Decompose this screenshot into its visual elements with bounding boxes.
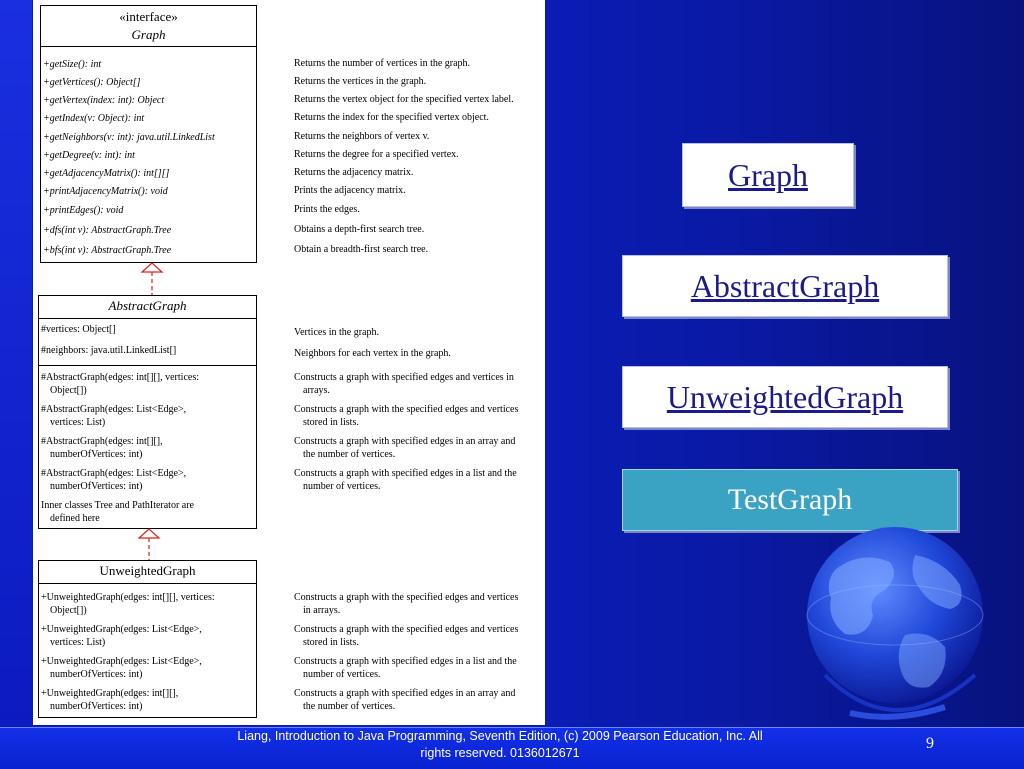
- footer-line-2: rights reserved. 0136012671: [420, 746, 580, 760]
- unweighted-graph-method-line-2: numberOfVertices: int): [50, 701, 143, 712]
- abstract-graph-method-description-line-2: stored in lists.: [303, 417, 359, 428]
- abstract-graph-method-description-line-2: number of vertices.: [303, 481, 381, 492]
- abstract-graph-method: [41, 467, 253, 493]
- abstract-graph-method-line-2: Object[]): [50, 385, 87, 396]
- left-decor-strip: [0, 0, 32, 725]
- abstract-graph-field: #neighbors: java.util.LinkedList[]: [41, 345, 177, 356]
- graph-method: +getDegree(v: int): int: [43, 150, 135, 161]
- graph-method-description: Returns the index for the specified vertex object.: [294, 112, 489, 123]
- graph-interface-box: [40, 5, 257, 263]
- unweighted-graph-method-line-2: numberOfVertices: int): [50, 669, 143, 680]
- abstract-graph-method-line-2: numberOfVertices: int): [50, 481, 143, 492]
- inheritance-arrow: [134, 527, 164, 561]
- graph-link-button[interactable]: Graph: [682, 143, 854, 207]
- graph-method: +getIndex(v: Object): int: [43, 113, 145, 124]
- abstract-graph-method-line-2: numberOfVertices: int): [50, 449, 143, 460]
- graph-method-description: Prints the edges.: [294, 204, 360, 215]
- abstract-graph-method-description: [294, 435, 566, 461]
- page-number: 9: [926, 735, 934, 752]
- graph-divider: [41, 46, 256, 47]
- unweighted-graph-method: [41, 623, 253, 649]
- unweighted-graph-method-line-1: +UnweightedGraph(edges: List<Edge>,: [41, 624, 202, 635]
- abstract-graph-field-description: Neighbors for each vertex in the graph.: [294, 348, 451, 359]
- abstract-graph-method-line-1: #AbstractGraph(edges: List<Edge>,: [41, 468, 187, 479]
- unweighted-graph-method-description-line-2: number of vertices.: [303, 669, 381, 680]
- unweighted-graph-method-description-line-1: Constructs a graph with the specified edges and vertices: [294, 624, 519, 635]
- abstract-graph-method-description: [294, 403, 566, 429]
- unweighted-graph-method: [41, 687, 253, 713]
- unweighted-graph-method: [41, 591, 253, 617]
- abstract-graph-method-description: [294, 467, 566, 493]
- graph-method-description: Returns the vertices in the graph.: [294, 76, 427, 87]
- abstract-graph-field: #vertices: Object[]: [41, 324, 116, 335]
- abstract-graph-method-description-line-2: the number of vertices.: [303, 449, 396, 460]
- graph-method-description: Returns the degree for a specified vertex.: [294, 149, 459, 160]
- abstract-graph-method: [41, 499, 253, 525]
- abstract-graph-field-description: Vertices in the graph.: [294, 327, 379, 338]
- abstract-graph-method-line-2: defined here: [50, 513, 100, 524]
- graph-method: +getAdjacencyMatrix(): int[][]: [43, 168, 170, 179]
- abstract-graph-method-line-1: #AbstractGraph(edges: int[][],: [41, 436, 163, 447]
- globe-icon: [795, 515, 985, 727]
- abstract-graph-divider-2: [39, 365, 256, 366]
- graph-method: +bfs(int v): AbstractGraph.Tree: [43, 245, 172, 256]
- graph-method-description: Returns the neighbors of vertex v.: [294, 131, 430, 142]
- unweighted-graph-method-description-line-1: Constructs a graph with specified edges in an array and: [294, 688, 516, 699]
- graph-method: +getVertices(): Object[]: [43, 77, 141, 88]
- unweighted-graph-method: [41, 655, 253, 681]
- abstract-graph-method-description: [294, 371, 566, 397]
- graph-method-description: Returns the vertex object for the specified vertex label.: [294, 94, 514, 105]
- graph-method: +printAdjacencyMatrix(): void: [43, 186, 168, 197]
- graph-method-description: Obtain a breadth-first search tree.: [294, 244, 429, 255]
- unweighted-graph-method-description-line-1: Constructs a graph with the specified edges and vertices: [294, 592, 519, 603]
- graph-method: +printEdges(): void: [43, 205, 124, 216]
- unweighted-graph-method-description-line-1: Constructs a graph with specified edges in a list and the: [294, 656, 517, 667]
- graph-method: +getNeighbors(v: int): java.util.LinkedList: [43, 132, 215, 143]
- graph-method: +dfs(int v): AbstractGraph.Tree: [43, 225, 172, 236]
- unweighted-graph-method-description-line-2: stored in lists.: [303, 637, 359, 648]
- unweighted-graph-method-description: [294, 655, 566, 681]
- unweighted-graph-method-description: [294, 623, 566, 649]
- unweighted-graph-method-description-line-2: the number of vertices.: [303, 701, 396, 712]
- footer-line-1: Liang, Introduction to Java Programming, Seventh Edition, (c) 2009 Pearson Education, Inc. All: [237, 729, 763, 743]
- abstract-graph-method-line-2: vertices: List): [50, 417, 106, 428]
- unweighted-graph-method-description: [294, 591, 566, 617]
- abstract-graph-divider-1: [39, 318, 256, 319]
- abstract-graph-method: [41, 371, 253, 397]
- abstract-graph-method-description-line-1: Constructs a graph with specified edges and vertices in: [294, 372, 514, 383]
- abstract-graph-link-button[interactable]: AbstractGraph: [622, 255, 948, 317]
- graph-method-description: Obtains a depth-first search tree.: [294, 224, 425, 235]
- unweighted-graph-method-line-2: vertices: List): [50, 637, 106, 648]
- abstract-graph-method-description-line-1: Constructs a graph with specified edges in a list and the: [294, 468, 517, 479]
- graph-stereotype: «interface»: [119, 9, 178, 24]
- unweighted-graph-method-line-1: +UnweightedGraph(edges: int[][],: [41, 688, 179, 699]
- test-graph-button[interactable]: TestGraph: [622, 469, 958, 531]
- abstract-graph-method-line-1: #AbstractGraph(edges: int[][], vertices:: [41, 372, 199, 383]
- unweighted-graph-method-line-2: Object[]): [50, 605, 87, 616]
- unweighted-graph-link-button[interactable]: UnweightedGraph: [622, 366, 948, 428]
- graph-class-name: Graph: [131, 27, 166, 42]
- abstract-graph-method: [41, 435, 253, 461]
- abstract-graph-method: [41, 403, 253, 429]
- unweighted-graph-method-line-1: +UnweightedGraph(edges: int[][], vertices:: [41, 592, 215, 603]
- unweighted-graph-method-description-line-2: in arrays.: [303, 605, 341, 616]
- footer-copyright: [200, 728, 800, 762]
- footer-bar: [0, 727, 1024, 769]
- unweighted-graph-box: [38, 560, 257, 718]
- unweighted-graph-class-name: UnweightedGraph: [99, 563, 196, 578]
- inheritance-arrow: [137, 261, 167, 297]
- abstract-graph-method-description-line-1: Constructs a graph with the specified edges and vertices: [294, 404, 519, 415]
- abstract-graph-method-description-line-2: arrays.: [303, 385, 330, 396]
- unweighted-graph-method-line-1: +UnweightedGraph(edges: List<Edge>,: [41, 656, 202, 667]
- graph-method: +getVertex(index: int): Object: [43, 95, 165, 106]
- abstract-graph-method-description-line-1: Constructs a graph with specified edges in an array and: [294, 436, 516, 447]
- graph-method-description: Returns the number of vertices in the graph.: [294, 58, 471, 69]
- graph-method-description: Prints the adjacency matrix.: [294, 185, 406, 196]
- unweighted-graph-method-description: [294, 687, 566, 713]
- abstract-graph-class-name: AbstractGraph: [108, 298, 187, 313]
- abstract-graph-box: [38, 295, 257, 529]
- graph-method: +getSize(): int: [43, 59, 102, 70]
- graph-method-description: Returns the adjacency matrix.: [294, 167, 414, 178]
- abstract-graph-method-line-1: Inner classes Tree and PathIterator are: [41, 500, 194, 511]
- unweighted-graph-divider: [39, 583, 256, 584]
- uml-diagram-panel: [33, 0, 545, 725]
- abstract-graph-method-line-1: #AbstractGraph(edges: List<Edge>,: [41, 404, 187, 415]
